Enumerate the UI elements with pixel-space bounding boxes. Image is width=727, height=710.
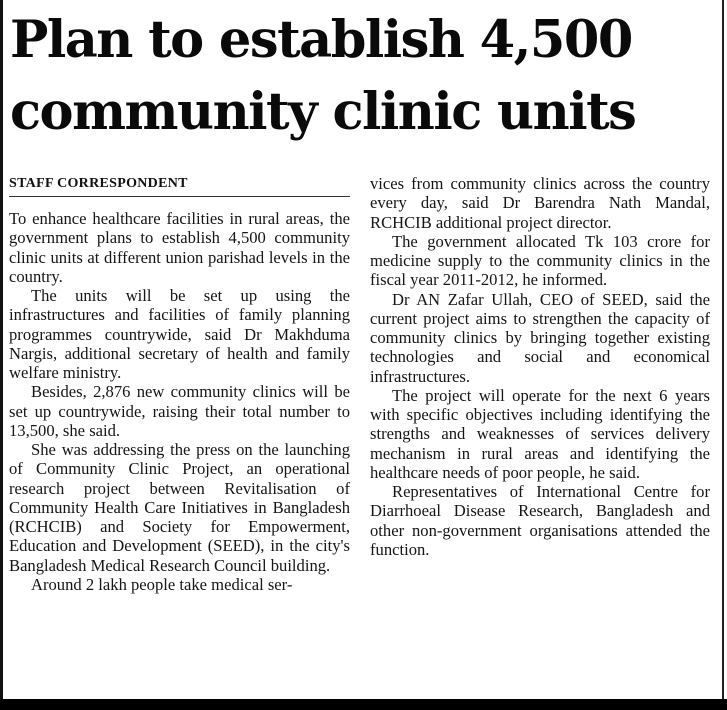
paragraph: She was addressing the press on the launching of Community Clinic Project, an operational research project between Revitalisation of Community Health Care Initiatives in Bangladesh (RCHCIB) and Society for Empowerment, Education and Development (SEED), in the city's Bangladesh Medical Research Council building. <box>9 440 350 575</box>
paragraph: Besides, 2,876 new community clinics will be set up countrywide, raising their total number to 13,500, she said. <box>9 382 350 440</box>
headline-line-2: community clinic units <box>10 82 636 142</box>
left-column-rule <box>0 0 3 700</box>
headline-line-1: Plan to establish 4,500 <box>10 10 632 70</box>
paragraph: The project will operate for the next 6 years with specific objectives including identifying the strengths and weaknesses of services delivery mechanism in rural areas and identifying the healthcare needs of poor people, he said. <box>370 385 710 482</box>
paragraph: vices from community clinics across the country every day, said Dr Barendra Nath Mandal, RCHCIB additional project director. <box>370 174 710 232</box>
paragraph: To enhance healthcare facilities in rural areas, the government plans to establish 4,500 community clinic units at different union parishad levels in the country. <box>9 209 350 286</box>
paragraph: Dr AN Zafar Ullah, CEO of SEED, said the current project aims to strengthen the capacity of community clinics by bringing together existing technologies and social and economical infrastructures. <box>370 289 710 386</box>
right-edge-rule <box>722 0 724 700</box>
byline: STAFF CORRESPONDENT <box>9 176 188 191</box>
right-column <box>370 174 710 559</box>
bottom-border-bar <box>0 699 727 710</box>
byline-rule <box>9 196 350 197</box>
paragraph: Representatives of International Centre for Diarrhoeal Disease Research, Bangladesh and other non-government organisations attended the function. <box>370 482 710 559</box>
paragraph: The government allocated Tk 103 crore for medicine supply to the community clinics in the fiscal year 2011-2012, he informed. <box>370 231 710 290</box>
headline <box>10 4 720 148</box>
paragraph: Around 2 lakh people take medical ser- <box>31 574 293 594</box>
paragraph: The units will be set up using the infrastructures and facilities of family planning programmes countrywide, said Dr Makhduma Nargis, additional secretary of health and family welfare ministry. <box>9 286 350 382</box>
left-column <box>9 174 350 594</box>
